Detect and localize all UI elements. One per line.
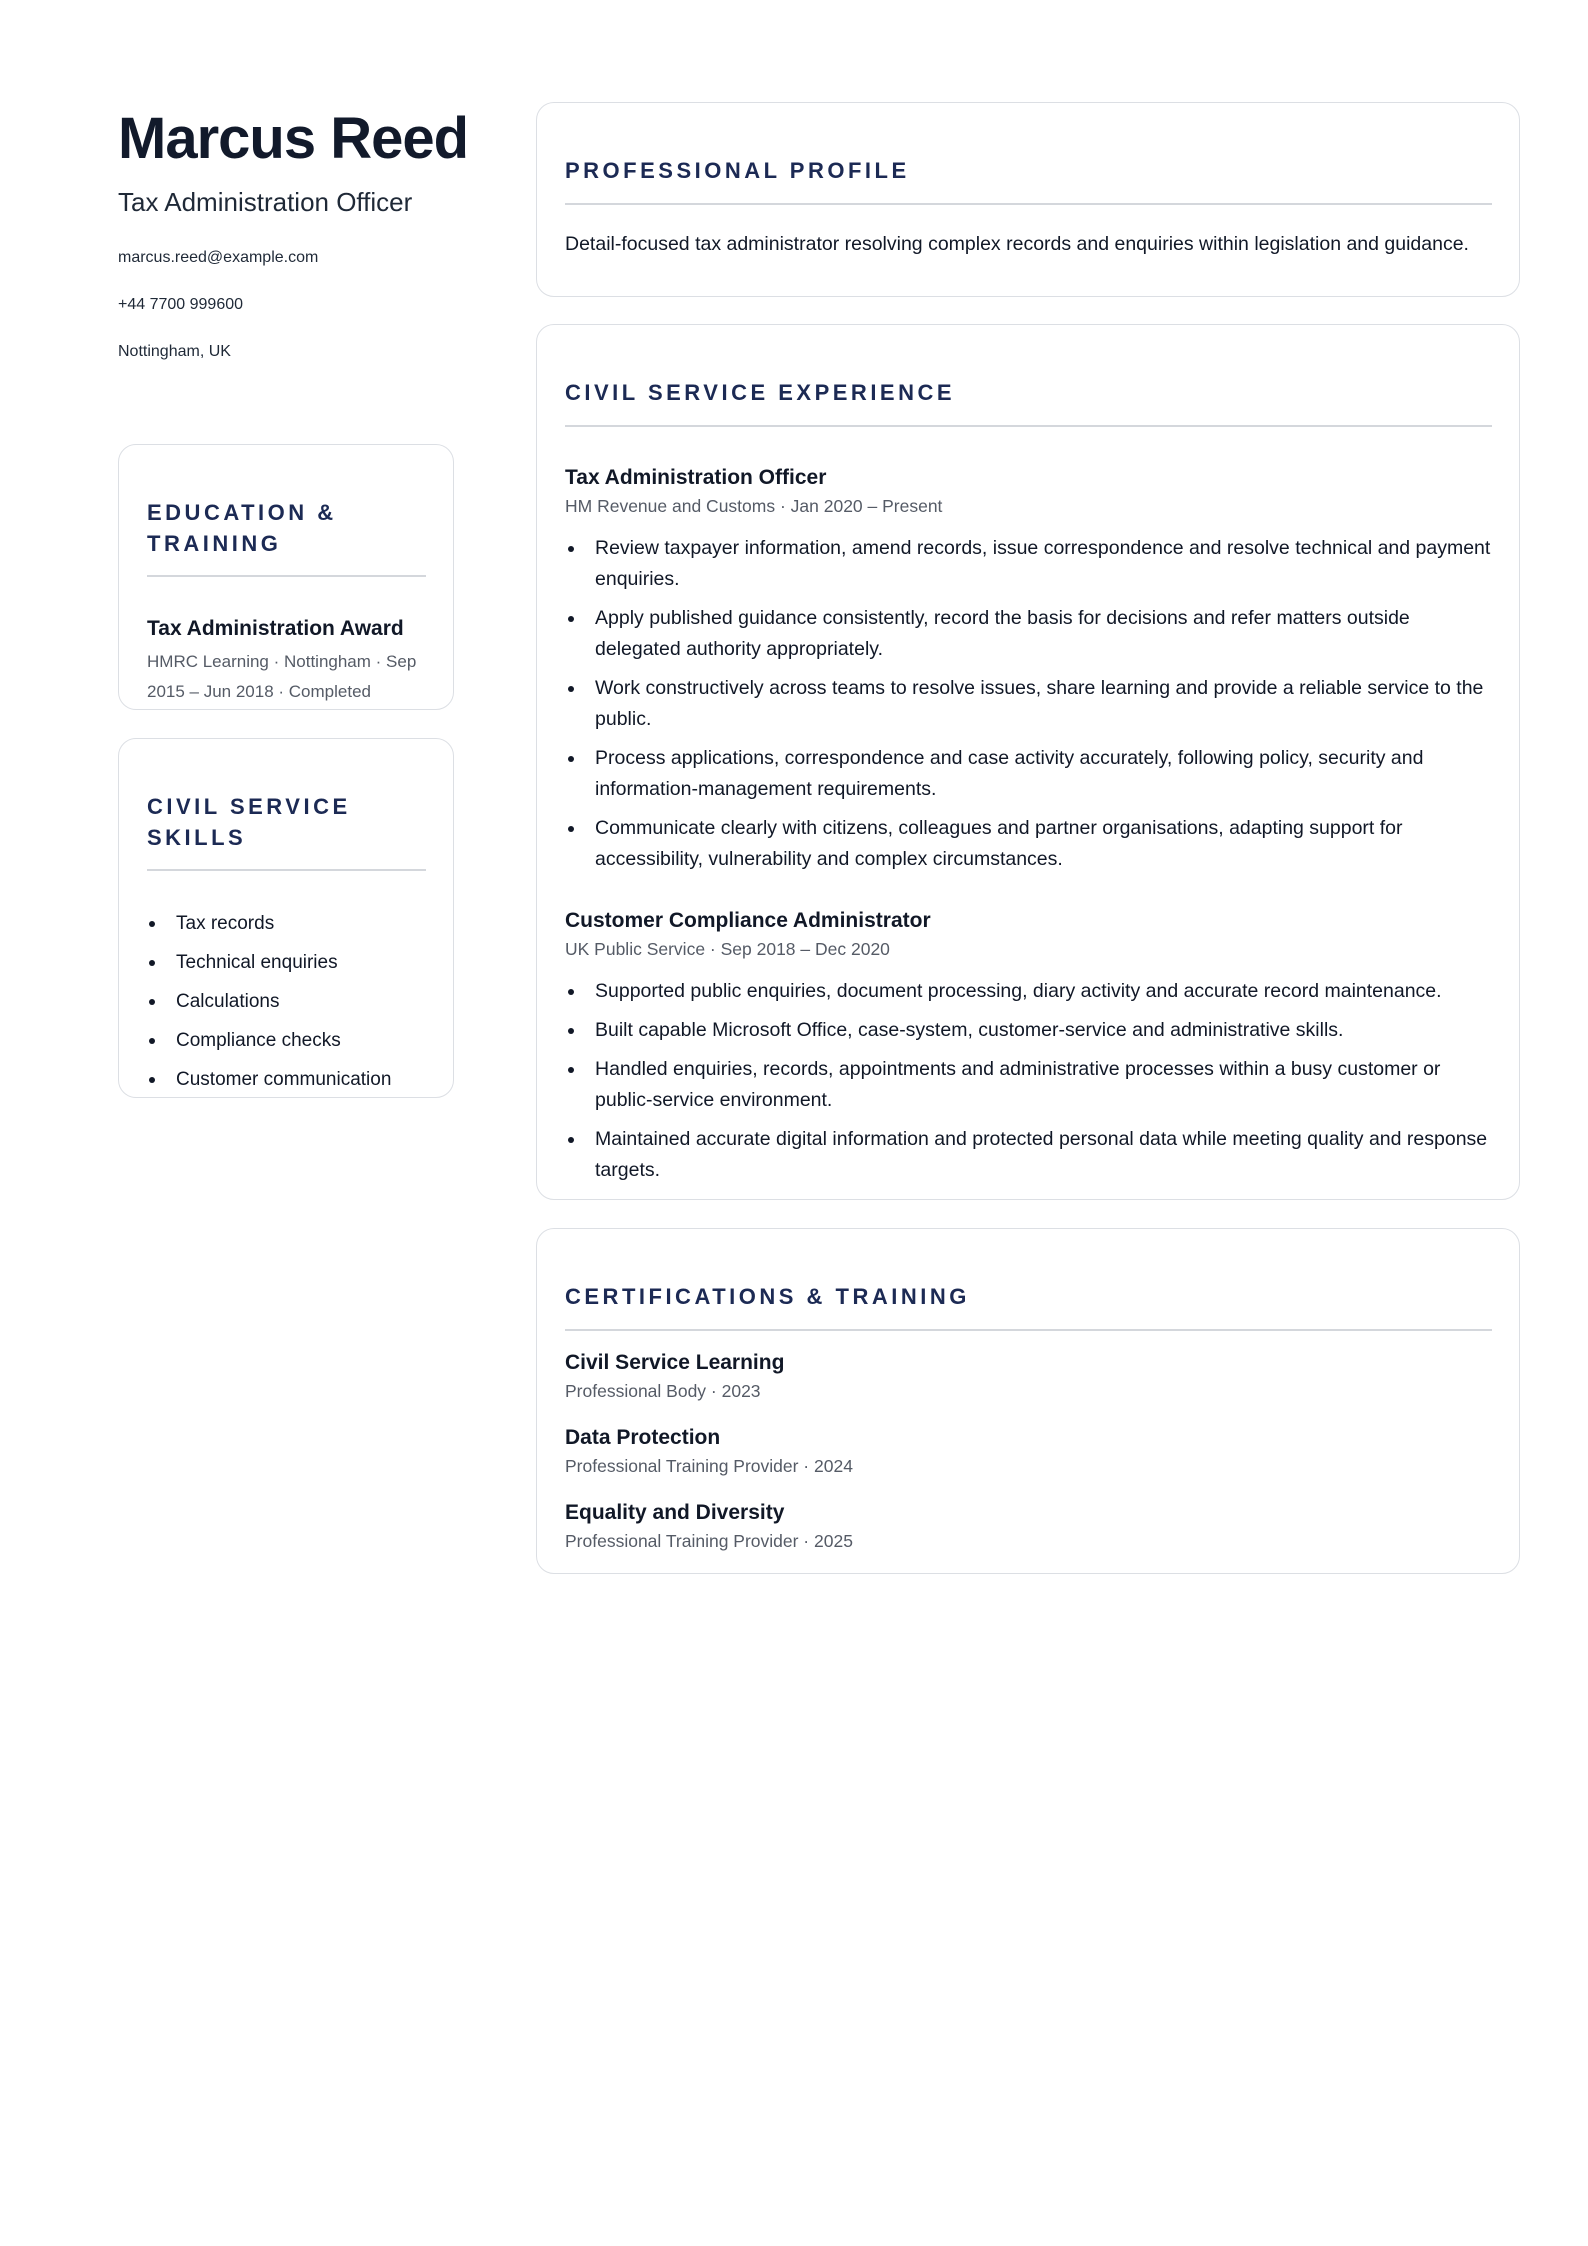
skills-heading: CIVIL SERVICE SKILLS	[147, 794, 351, 850]
job-bullet: Maintained accurate digital information and protected personal data while meeting quality and response targets.	[565, 1124, 1495, 1186]
job-bullet: Work constructively across teams to resolve issues, share learning and provide a reliable service to the public.	[565, 673, 1495, 735]
section-divider	[147, 575, 426, 577]
section-divider	[565, 203, 1492, 205]
job-entry	[565, 464, 1495, 883]
skill-item: Technical enquiries	[147, 943, 391, 982]
job-entry	[565, 907, 1495, 1194]
job-bullet: Supported public enquiries, document processing, diary activity and accurate record maintenance.	[565, 976, 1495, 1007]
skill-item: Compliance checks	[147, 1021, 391, 1060]
education-item-meta: HMRC Learning · Nottingham · Sep 2015 – Jun 2018 · Completed	[147, 652, 417, 701]
education-heading: EDUCATION & TRAINING	[147, 500, 337, 556]
skill-item: Tax records	[147, 904, 391, 943]
profile-summary: Detail-focused tax administrator resolving complex records and enquiries within legislation and guidance.	[565, 233, 1469, 255]
certifications-heading: CERTIFICATIONS & TRAINING	[565, 1284, 970, 1309]
job-bullet: Apply published guidance consistently, record the basis for decisions and refer matters outside delegated authority appropriately.	[565, 603, 1495, 665]
education-item-title: Tax Administration Award	[147, 617, 404, 640]
contact-email[interactable]: marcus.reed@example.com	[118, 249, 319, 266]
education-card	[118, 444, 454, 710]
certification-item	[565, 1424, 1465, 1479]
job-title: Customer Compliance Administrator	[565, 909, 931, 932]
job-bullet: Built capable Microsoft Office, case-system, customer-service and administrative skills.	[565, 1015, 1495, 1046]
certification-meta: Professional Training Provider · 2024	[565, 1456, 853, 1476]
job-bullet: Communicate clearly with citizens, colleagues and partner organisations, adapting support for accessibility, vulnerability and complex circumstances.	[565, 813, 1495, 875]
certifications-card	[536, 1228, 1520, 1574]
job-bullets	[565, 976, 1495, 1186]
skill-item: Customer communication	[147, 1060, 391, 1099]
certification-item	[565, 1349, 1465, 1404]
job-meta: UK Public Service · Sep 2018 – Dec 2020	[565, 939, 890, 959]
job-bullet: Process applications, correspondence and case activity accurately, following policy, security and information-management requirements.	[565, 743, 1495, 805]
skills-list	[147, 904, 391, 1099]
job-bullet: Handled enquiries, records, appointments and administrative processes within a busy customer or public-service environment.	[565, 1054, 1495, 1116]
certification-item	[565, 1499, 1465, 1554]
job-title: Tax Administration Officer	[565, 466, 827, 489]
certification-title: Data Protection	[565, 1426, 721, 1449]
profile-heading: PROFESSIONAL PROFILE	[565, 158, 910, 183]
candidate-role: Tax Administration Officer	[118, 187, 413, 217]
experience-heading: CIVIL SERVICE EXPERIENCE	[565, 380, 956, 405]
job-bullets	[565, 533, 1495, 875]
section-divider	[565, 425, 1492, 427]
contact-phone[interactable]: +44 7700 999600	[118, 296, 244, 313]
certification-meta: Professional Body · 2023	[565, 1381, 761, 1401]
section-divider	[565, 1329, 1492, 1331]
certification-meta: Professional Training Provider · 2025	[565, 1531, 853, 1551]
contact-location: Nottingham, UK	[118, 343, 231, 360]
section-divider	[147, 869, 426, 871]
candidate-name: Marcus Reed	[118, 106, 469, 171]
certification-title: Equality and Diversity	[565, 1501, 785, 1524]
skill-item: Calculations	[147, 982, 391, 1021]
experience-card	[536, 324, 1520, 1200]
profile-card	[536, 102, 1520, 297]
job-meta: HM Revenue and Customs · Jan 2020 – Present	[565, 496, 943, 516]
skills-card	[118, 738, 454, 1098]
certification-title: Civil Service Learning	[565, 1351, 785, 1374]
job-bullet: Review taxpayer information, amend records, issue correspondence and resolve technical and payment enquiries.	[565, 533, 1495, 595]
